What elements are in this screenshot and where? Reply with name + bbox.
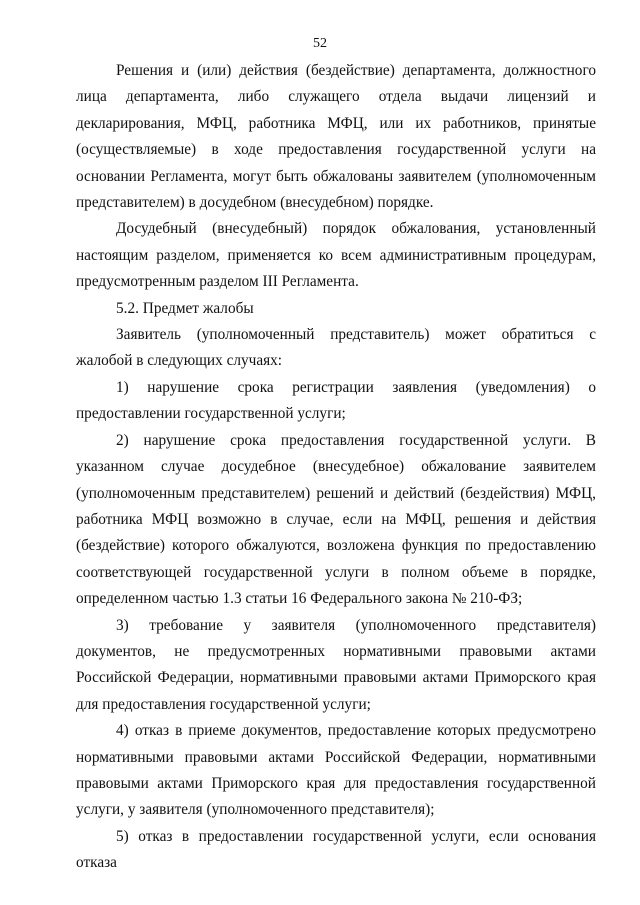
paragraph-pretrial-procedure: Досудебный (внесудебный) порядок обжалования, установленный настоящим разделом, применяется ко всем административным процедурам, предусмотренным разделом III Регламента. <box>76 220 596 291</box>
paragraph-appeal-decisions: Решения и (или) действия (бездействие) департамента, должностного лица департамента, либо служащего отдела выдачи лицензий и декларирования, МФЦ, работника МФЦ, или их работников, принятые (осуществляемые) в ходе предоставления государственной услуги на основании Регламента, могут быть обжалованы заявителем (уполномоченным представителем) в досудебном (внесудебном) порядке. <box>76 62 596 212</box>
document-body <box>76 58 596 877</box>
list-item-1: 1) нарушение срока регистрации заявления (уведомления) о предоставлении государственной услуги; <box>76 378 596 423</box>
section-heading-complaint-subject: 5.2. Предмет жалобы <box>116 299 254 317</box>
list-item-3: 3) требование у заявителя (уполномоченного представителя) документов, не предусмотренных нормативными правовыми актами Российской Федерации, нормативными правовыми актами Приморского края для предоставления государственной услуги; <box>76 616 596 713</box>
list-item-5: 5) отказ в предоставлении государственной услуги, если основания отказа <box>76 827 596 872</box>
list-item-2: 2) нарушение срока предоставления государственной услуги. В указанном случае досудебное (внесудебное) обжалование заявителем (уполномоченным представителем) решений и действий (бездействия) МФЦ, работника МФЦ возможно в случае, если на МФЦ, решения и действия (бездействие) которого обжалуются, возложена функция по предоставлению соответствующей государственной услуги в полном объеме в порядке, определенном частью 1.3 статьи 16 Федерального закона № 210-ФЗ; <box>76 431 596 608</box>
paragraph-complaint-cases-intro: Заявитель (уполномоченный представитель) может обратиться с жалобой в следующих случаях: <box>76 326 596 370</box>
page-number: 52 <box>313 36 327 51</box>
list-item-4: 4) отказ в приеме документов, предоставление которых предусмотрено нормативными правовыми актами Российской Федерации, нормативными правовыми актами Приморского края для предоставления государственной услуги, у заявителя (уполномоченного представителя); <box>76 722 596 819</box>
